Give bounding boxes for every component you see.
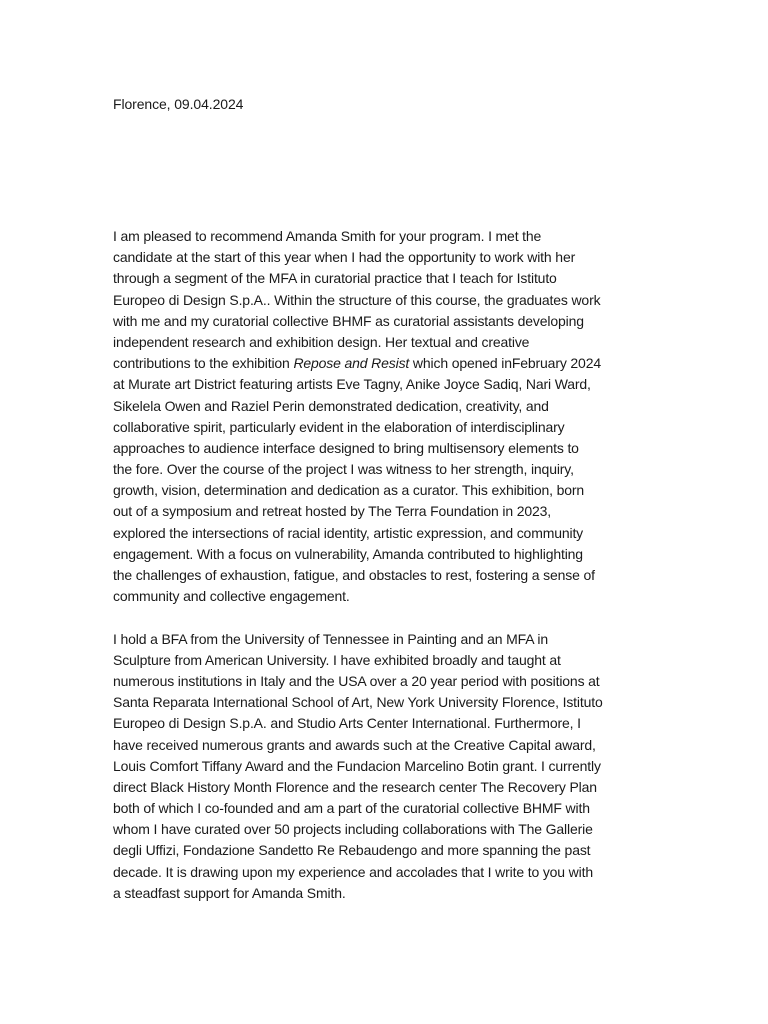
text-line: a steadfast support for Amanda Smith. xyxy=(113,884,346,901)
text-line: independent research and exhibition design. Her textual and creative xyxy=(113,333,530,350)
text-line: both of which I co-founded and am a part of the curatorial collective BHMF with xyxy=(113,800,590,817)
text-line: through a segment of the MFA in curatorial practice that I teach for Istituto xyxy=(113,270,557,287)
paragraph-spacer xyxy=(113,607,661,628)
text-line: whom I have curated over 50 projects including collaborations with The Gallerie xyxy=(113,821,593,838)
text-line: the challenges of exhaustion, fatigue, and obstacles to rest, fostering a sense of xyxy=(113,567,595,583)
text-line: collaborative spirit, particularly evident in the elaboration of interdisciplinary xyxy=(113,418,565,435)
text-line: Louis Comfort Tiffany Award and the Fundacion Marcelino Botin grant. I currently xyxy=(113,757,601,774)
text-line: with me and my curatorial collective BHMF as curatorial assistants developing xyxy=(113,312,584,329)
text-line: community and collective engagement. xyxy=(113,588,350,605)
text-line: direct Black History Month Florence and the research center The Recovery Plan xyxy=(113,778,597,795)
text-line: I hold a BFA from the University of Tennessee in Painting and an MFA in xyxy=(113,630,549,647)
text-line: the fore. Over the course of the project I was witness to her strength, inquiry, xyxy=(113,461,574,478)
text-line: Santa Reparata International School of Art, New York University Florence, Istituto xyxy=(113,694,603,711)
text-line: I am pleased to recommend Amanda Smith for your program. I met the xyxy=(113,228,542,244)
text-line: approaches to audience interface designed to bring multisensory elements to xyxy=(113,439,579,456)
text-line: Europeo di Design S.p.A. and Studio Arts Center International. Furthermore, I xyxy=(113,715,581,732)
exhibition-title: Repose and Resist xyxy=(293,355,410,372)
text-line: explored the intersections of racial identity, artistic expression, and community xyxy=(113,524,584,541)
text-line: growth, vision, determination and dedication as a curator. This exhibition, born xyxy=(113,482,585,499)
text-line: Sculpture from American University. I have exhibited broadly and taught at xyxy=(113,651,561,668)
text-line xyxy=(113,353,661,374)
text-line: Europeo di Design S.p.A.. Within the structure of this course, the graduates work xyxy=(113,291,601,308)
text-line: Sikelela Owen and Raziel Perin demonstrated dedication, creativity, and xyxy=(113,397,549,414)
text-line: have received numerous grants and awards such at the Creative Capital award, xyxy=(113,736,596,753)
paragraph-2 xyxy=(113,629,661,904)
text-line: engagement. With a focus on vulnerability, Amanda contributed to highlighting xyxy=(113,545,583,562)
paragraph-1 xyxy=(113,226,661,607)
text-line: candidate at the start of this year when I had the opportunity to work with her xyxy=(113,249,576,266)
text-line: out of a symposium and retreat hosted by The Terra Foundation in 2023, xyxy=(113,503,552,520)
text-line: numerous institutions in Italy and the USA over a 20 year period with positions at xyxy=(113,672,600,689)
letter-body xyxy=(113,226,661,904)
letter-date: Florence, 09.04.2024 xyxy=(113,96,244,112)
text-line: decade. It is drawing upon my experience and accolades that I write to you with xyxy=(113,863,593,880)
text-line: at Murate art District featuring artists Eve Tagny, Anike Joyce Sadiq, Nari Ward, xyxy=(113,376,591,393)
text-segment: contributions to the exhibition xyxy=(113,355,294,372)
text-line: degli Uffizi, Fondazione Sandetto Re Rebaudengo and more spanning the past xyxy=(113,842,591,859)
text-segment: which opened inFebruary 2024 xyxy=(409,355,601,372)
